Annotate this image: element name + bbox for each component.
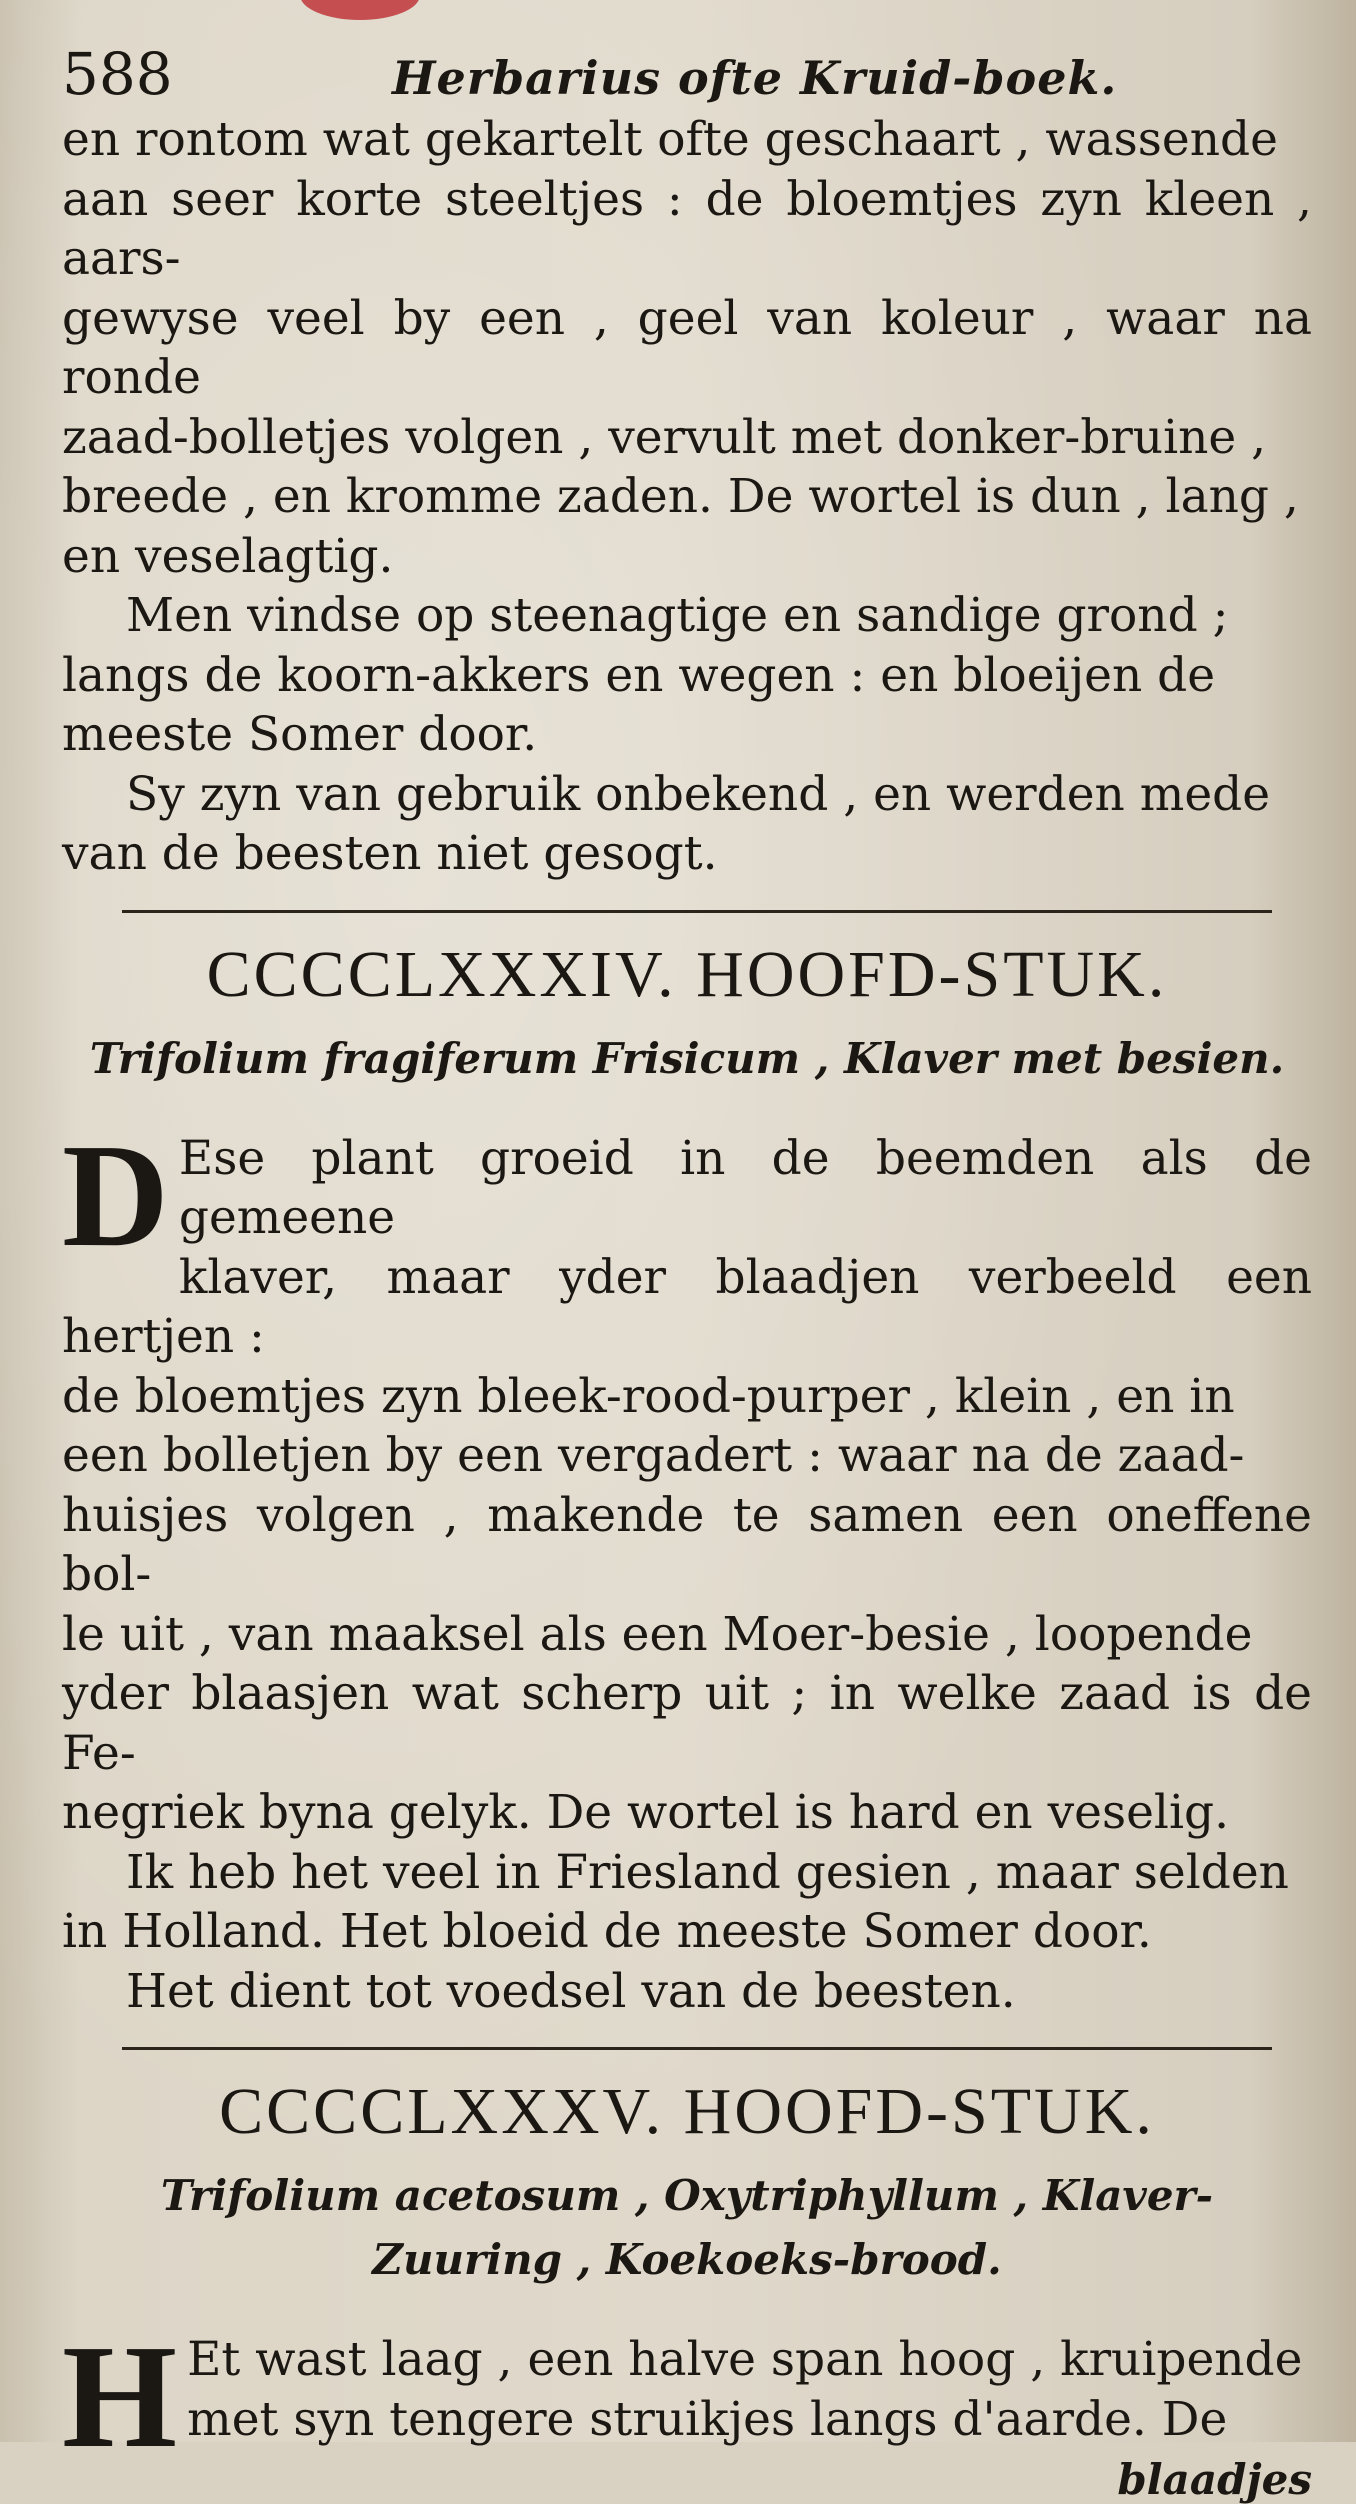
text-line: en veselagtig. — [62, 528, 394, 584]
text-line: met syn tengere struikjes langs d'aarde. De — [187, 2391, 1228, 2447]
chapter-subtitle: Trifolium fragiferum Frisicum , Klaver met besien. — [89, 1033, 1285, 1083]
subtitle-line: Trifolium acetosum , Oxytriphyllum , Klaver- — [160, 2171, 1214, 2220]
description-paragraph — [62, 2330, 1312, 2449]
text-line: een bolletjen by een vergadert : waar na de zaad- — [62, 1428, 1245, 1483]
text-line: en rontom wat gekartelt ofte geschaart , wassende — [62, 112, 1278, 167]
text-line: zaad-bolletjes volgen , vervult met donker-bruine , — [62, 409, 1267, 465]
habitat-paragraph — [62, 1843, 1312, 1962]
habitat-paragraph — [62, 586, 1312, 765]
chapter-heading: CCCCLXXXIV. HOOFD-STUK. — [206, 937, 1168, 1011]
text-line: le uit , van maaksel als een Moer-besie , loopende — [62, 1606, 1253, 1662]
text-line: Ese plant groeid in de beemden als de gemeene — [178, 1130, 1312, 1245]
chapter-subtitle — [62, 2164, 1312, 2292]
chapter-body — [62, 2315, 1312, 2479]
text-line: Ik heb het veel in Friesland gesien , maar selden — [126, 1844, 1289, 1900]
text-line: de bloemtjes zyn bleek-rood-purper , klein , en in — [62, 1368, 1235, 1424]
description-paragraph — [62, 1113, 1312, 1843]
text-line: klaver, maar yder blaadjen verbeeld een hertjen : — [62, 1249, 1312, 1364]
text-line: van de beesten niet gesogt. — [62, 826, 718, 881]
subtitle-line: Zuuring , Koekoeks-brood. — [372, 2235, 1002, 2284]
use-paragraph — [62, 1962, 1312, 2022]
section-rule — [122, 910, 1272, 913]
catchword: blaadjes — [1117, 2455, 1312, 2504]
drop-cap: D — [62, 1113, 169, 1278]
page-number: 588 — [62, 40, 173, 108]
text-line: Het dient tot voedsel van de beesten. — [126, 1963, 1016, 2019]
chapter-body — [62, 1113, 1312, 1843]
text-line: Sy zyn van gebruik onbekend , en werden mede — [126, 766, 1271, 822]
text-line: yder blaasjen wat scherp uit ; in welke zaad is de Fe- — [62, 1666, 1312, 1781]
text-line: meeste Somer door. — [62, 707, 538, 762]
running-title: Herbarius ofte Kruid-boek. — [392, 51, 1118, 105]
red-stain — [300, 0, 420, 20]
text-line: in Holland. Het bloeid de meeste Somer door. — [62, 1904, 1152, 1959]
running-head — [62, 40, 1312, 110]
text-line: Et wast laag , een halve span hoog , kruipende — [187, 2332, 1303, 2387]
text-line: huisjes volgen , makende te samen een oneffene bol- — [62, 1487, 1312, 1602]
use-paragraph — [62, 765, 1312, 884]
continued-paragraph — [62, 110, 1312, 586]
text-line: aan seer korte steeltjes : de bloemtjes zyn kleen , aars- — [62, 171, 1312, 286]
text-line: langs de koorn-akkers en wegen : en bloeijen de — [62, 647, 1216, 703]
section-rule — [122, 2047, 1272, 2050]
drop-cap: H — [62, 2315, 178, 2479]
chapter-heading: CCCCLXXXV. HOOFD-STUK. — [219, 2075, 1155, 2148]
text-line: negriek byna gelyk. De wortel is hard en veselig. — [62, 1785, 1230, 1840]
text-line: Men vindse op steenagtige en sandige grond ; — [126, 588, 1229, 643]
text-line: gewyse veel by een , geel van koleur , waar na ronde — [62, 290, 1312, 405]
text-line: breede , en kromme zaden. De wortel is dun , lang , — [62, 469, 1299, 524]
